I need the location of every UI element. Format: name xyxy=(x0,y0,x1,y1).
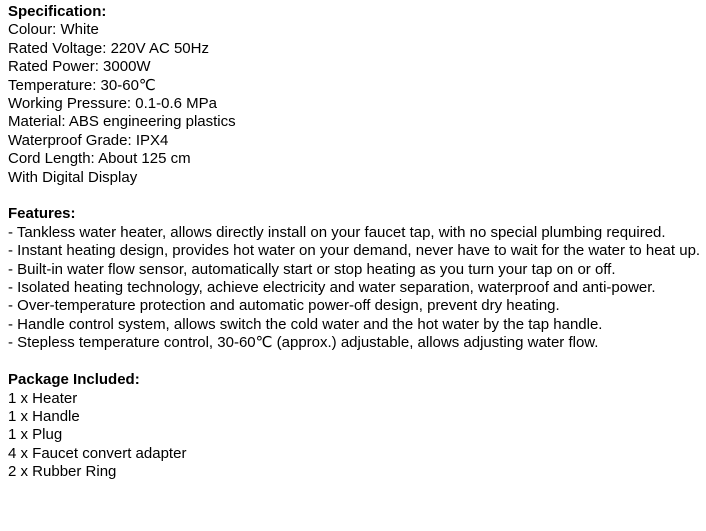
features-heading: Features: xyxy=(8,205,76,223)
feature-item: - Isolated heating technology, achieve electricity and water separation, waterproof and anti-power. xyxy=(8,279,656,297)
feature-item: - Tankless water heater, allows directly install on your faucet tap, with no special plumbing required. xyxy=(8,223,666,241)
spec-display: With Digital Display xyxy=(8,168,138,186)
product-description xyxy=(8,3,704,482)
package-item: 2 x Rubber Ring xyxy=(8,463,117,481)
spec-colour: Colour: White xyxy=(8,21,99,39)
spec-temperature: Temperature: 30-60℃ xyxy=(8,76,156,94)
specification-section xyxy=(8,3,704,187)
features-section xyxy=(8,205,704,352)
feature-item: - Stepless temperature control, 30-60℃ (approx.) adjustable, allows adjusting water flow. xyxy=(8,334,599,352)
package-item: 1 x Plug xyxy=(8,426,63,444)
package-item: 4 x Faucet convert adapter xyxy=(8,444,187,462)
spec-waterproof-grade: Waterproof Grade: IPX4 xyxy=(8,131,169,149)
feature-item: - Instant heating design, provides hot water on your demand, never have to wait for the water to heat up. xyxy=(8,242,701,260)
package-item: 1 x Heater xyxy=(8,389,78,407)
package-section xyxy=(8,371,704,481)
spec-cord-length: Cord Length: About 125 cm xyxy=(8,150,191,168)
spec-material: Material: ABS engineering plastics xyxy=(8,113,236,131)
specification-heading: Specification: xyxy=(8,3,107,20)
spec-rated-power: Rated Power: 3000W xyxy=(8,58,151,76)
spec-rated-voltage: Rated Voltage: 220V AC 50Hz xyxy=(8,39,209,57)
spec-working-pressure: Working Pressure: 0.1-0.6 MPa xyxy=(8,95,217,113)
feature-item: - Built-in water flow sensor, automatically start or stop heating as you turn your tap on or off. xyxy=(8,260,616,278)
package-item: 1 x Handle xyxy=(8,407,80,425)
feature-item: - Over-temperature protection and automatic power-off design, prevent dry heating. xyxy=(8,297,560,315)
package-heading: Package Included: xyxy=(8,371,140,389)
feature-item: - Handle control system, allows switch the cold water and the hot water by the tap handle. xyxy=(8,315,603,333)
